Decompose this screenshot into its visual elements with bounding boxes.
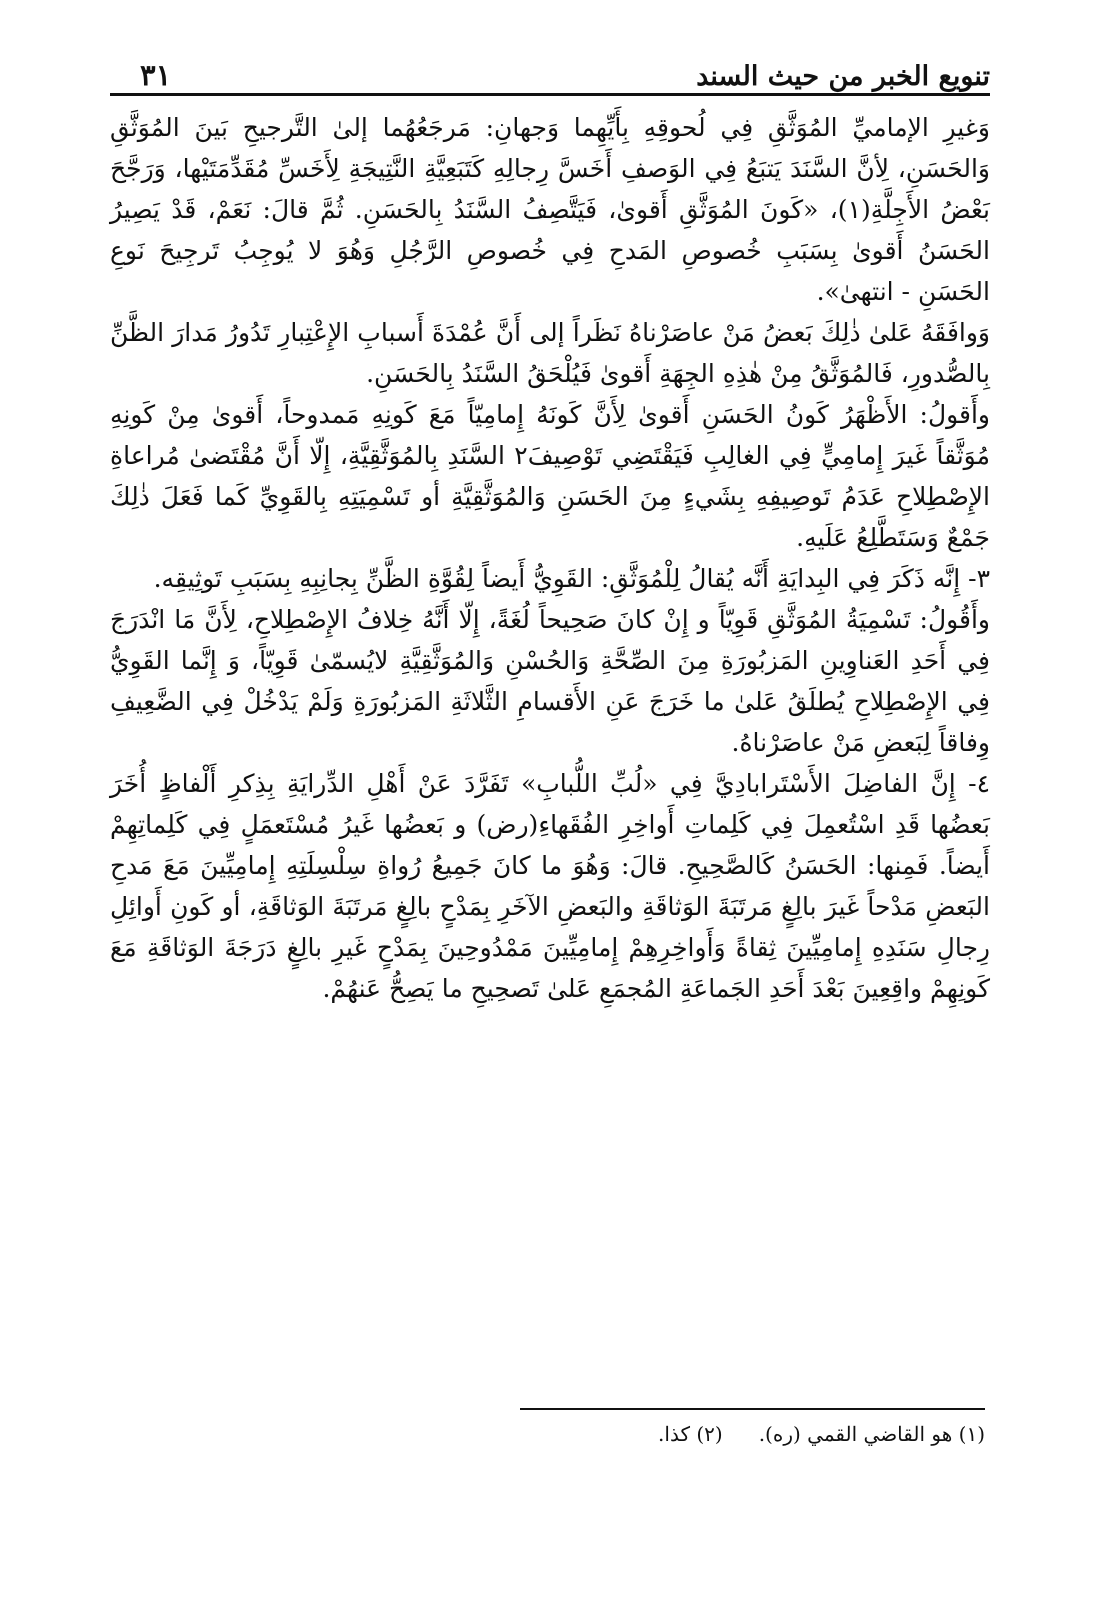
footnote: (٢) كذا. xyxy=(658,1422,723,1446)
footnotes xyxy=(505,1422,985,1446)
paragraph: وأَقُولُ: تَسْمِيَةُ المُوَثَّقِ قَوِيّاً و إِنْ كانَ صَحِيحاً لُغَةً، إِلّا أَنَّهُ خِلافُ الإِصْطِلاحِ، لِأَنَّ مَا انْدَرَجَ فِي أَحَدِ العَناوِينِ المَزبُورَةِ مِنَ الصِّحَّةِ وَالحُسْنِ وَالمُوَثَّقِيَّةِ لايُسمّىٰ قَوِيّاً، وَ إِنَّما القَوِيُّ فِي الإِصْطِلاحِ يُطلَقُ عَلىٰ ما خَرَجَ عَنِ الأَقسامِ الثَّلاثَةِ المَزبُورَةِ وَلَمْ يَدْخُلْ فِي الضَّعِيفِ وِفاقاً لِبَعضِ مَنْ عاصَرْناهُ. xyxy=(110,605,990,757)
paragraph: ٤- إِنَّ الفاضِلَ الأَسْتَرابادِيَّ فِي «لُبِّ اللُّبابِ» تَفَرَّدَ عَنْ أَهْلِ الدِّرايَةِ بِذِكرِ أَلْفاظٍ أُخَرَ بَعضُها قَدِ اسْتُعمِلَ فِي كَلِماتِ أَواخِرِ الفُقَهاءِ(رض) و بَعضُها غَيرُ مُسْتَعمَلٍ فِي كَلِماتِهِمْ أَيضاً. فَمِنها: الحَسَنُ كَالصَّحِيحِ. قالَ: وَهُوَ ما كانَ جَمِيعُ رُواةِ سِلْسِلَتِهِ إِمامِيِّينَ مَعَ مَدحِ البَعضِ مَدْحاً غَيرَ بالِغٍ مَرتَبَةَ الوَثاقَةِ والبَعضِ الآخَرِ بِمَدْحٍ بالِغٍ مَرتَبَةَ الوَثاقَةِ، أو كَونِ أَوائِلِ رِجالِ سَنَدِهِ إِمامِيِّينَ ثِقاةً وَأَواخِرِهِمْ إِمامِيِّينَ مَمْدُوحِينَ بِمَدْحٍ غَيرِ بالِغٍ دَرَجَةَ الوَثاقَةِ مَعَ كَونِهِمْ واقِعِينَ بَعْدَ أَحَدِ الجَماعَةِ المُجمَعِ عَلىٰ تَصحِيحِ ما يَصِحُّ عَنهُمْ. xyxy=(110,769,990,1003)
footnote: (١) هو القاضي القمي (ره). xyxy=(758,1422,985,1446)
running-title: تنويع الخبر من حيث السند xyxy=(696,61,990,92)
header-rule xyxy=(110,93,990,96)
running-header xyxy=(110,40,990,92)
paragraph: ٣- إِنَّه ذَكَرَ فِي البِدايَةِ أَنَّه يُقالُ لِلْمُوَثَّقِ: القَوِيُّ أَيضاً لِقُوَّةِ الظَّنِّ بِجانِبِهِ بِسَبَبِ تَوثِيقِه. xyxy=(153,564,990,593)
paragraph: وَغيرِ الإماميِّ المُوَثَّقِ فِي لُحوقِهِ بِأَيِّهِما وَجهانِ: مَرجَعُهُما إلىٰ التَّرجيحِ بَينَ المُوَثَّقِ وَالحَسَنِ، لِأنَّ السَّنَدَ يَتبَعُ فِي الوَصفِ أَخَسَّ رِجالِهِ كَتَبَعِيَّةِ النَّتِيجَةِ لِأَخَسِّ مُقَدِّمَتَيْها، وَرَجَّحَ بَعْضُ الأَجِلَّةِ(١)، «كَونَ المُوَثَّقِ أَقوىٰ، فَيَتَّصِفُ السَّنَدُ بِالحَسَنِ. ثُمَّ قالَ: نَعَمْ، قَدْ يَصِيرُ الحَسَنُ أَقوىٰ بِسَبَبِ خُصوصِ المَدحِ فِي خُصوصِ الرَّجُلِ وَهُوَ لا يُوجِبُ تَرجِيحَ نَوعِ الحَسَنِ - انتهىٰ». xyxy=(110,113,991,306)
paragraph: وَوافَقَهُ عَلىٰ ذٰلِكَ بَعضُ مَنْ عاصَرْناهُ نَظَراً إلى أَنَّ عُمْدَةَ أَسبابِ الإِعْتِبارِ تَدُورُ مَدارَ الظَّنِّ بِالصُّدورِ، فَالمُوَثَّقُ مِنْ هٰذِهِ الجِهَةِ أَقوىٰ فَيُلْحَقُ السَّنَدُ بِالحَسَنِ. xyxy=(110,318,990,388)
footnote-rule xyxy=(520,1408,985,1410)
paragraph: وأَقولُ: الأَظْهَرُ كَونُ الحَسَنِ أَقوىٰ لِأَنَّ كَونَهُ إِمامِيّاً مَعَ كَونِهِ مَمدوحاً، أَقوىٰ مِنْ كَونِهِ مُوَثَّقاً غَيرَ إِمامِيٍّ فِي الغالِبِ فَيَقْتَضِي تَوْصِيفَ٢ السَّنَدِ بِالمُوَثَّقِيَّةِ، إِلّا أَنَّ مُقْتَضىٰ مُراعاةِ الإِصْطِلاحِ عَدَمُ تَوصِيفِهِ بِشَيءٍ مِنَ الحَسَنِ وَالمُوَثَّقِيَّةِ أو تَسْمِيَتِهِ بِالقَوِيِّ كَما فَعَلَ ذٰلِكَ جَمْعٌ وَسَتَطَّلِعُ عَلَيهِ. xyxy=(110,400,990,552)
page-number: ٣١ xyxy=(140,58,172,92)
body-text xyxy=(110,107,990,1009)
